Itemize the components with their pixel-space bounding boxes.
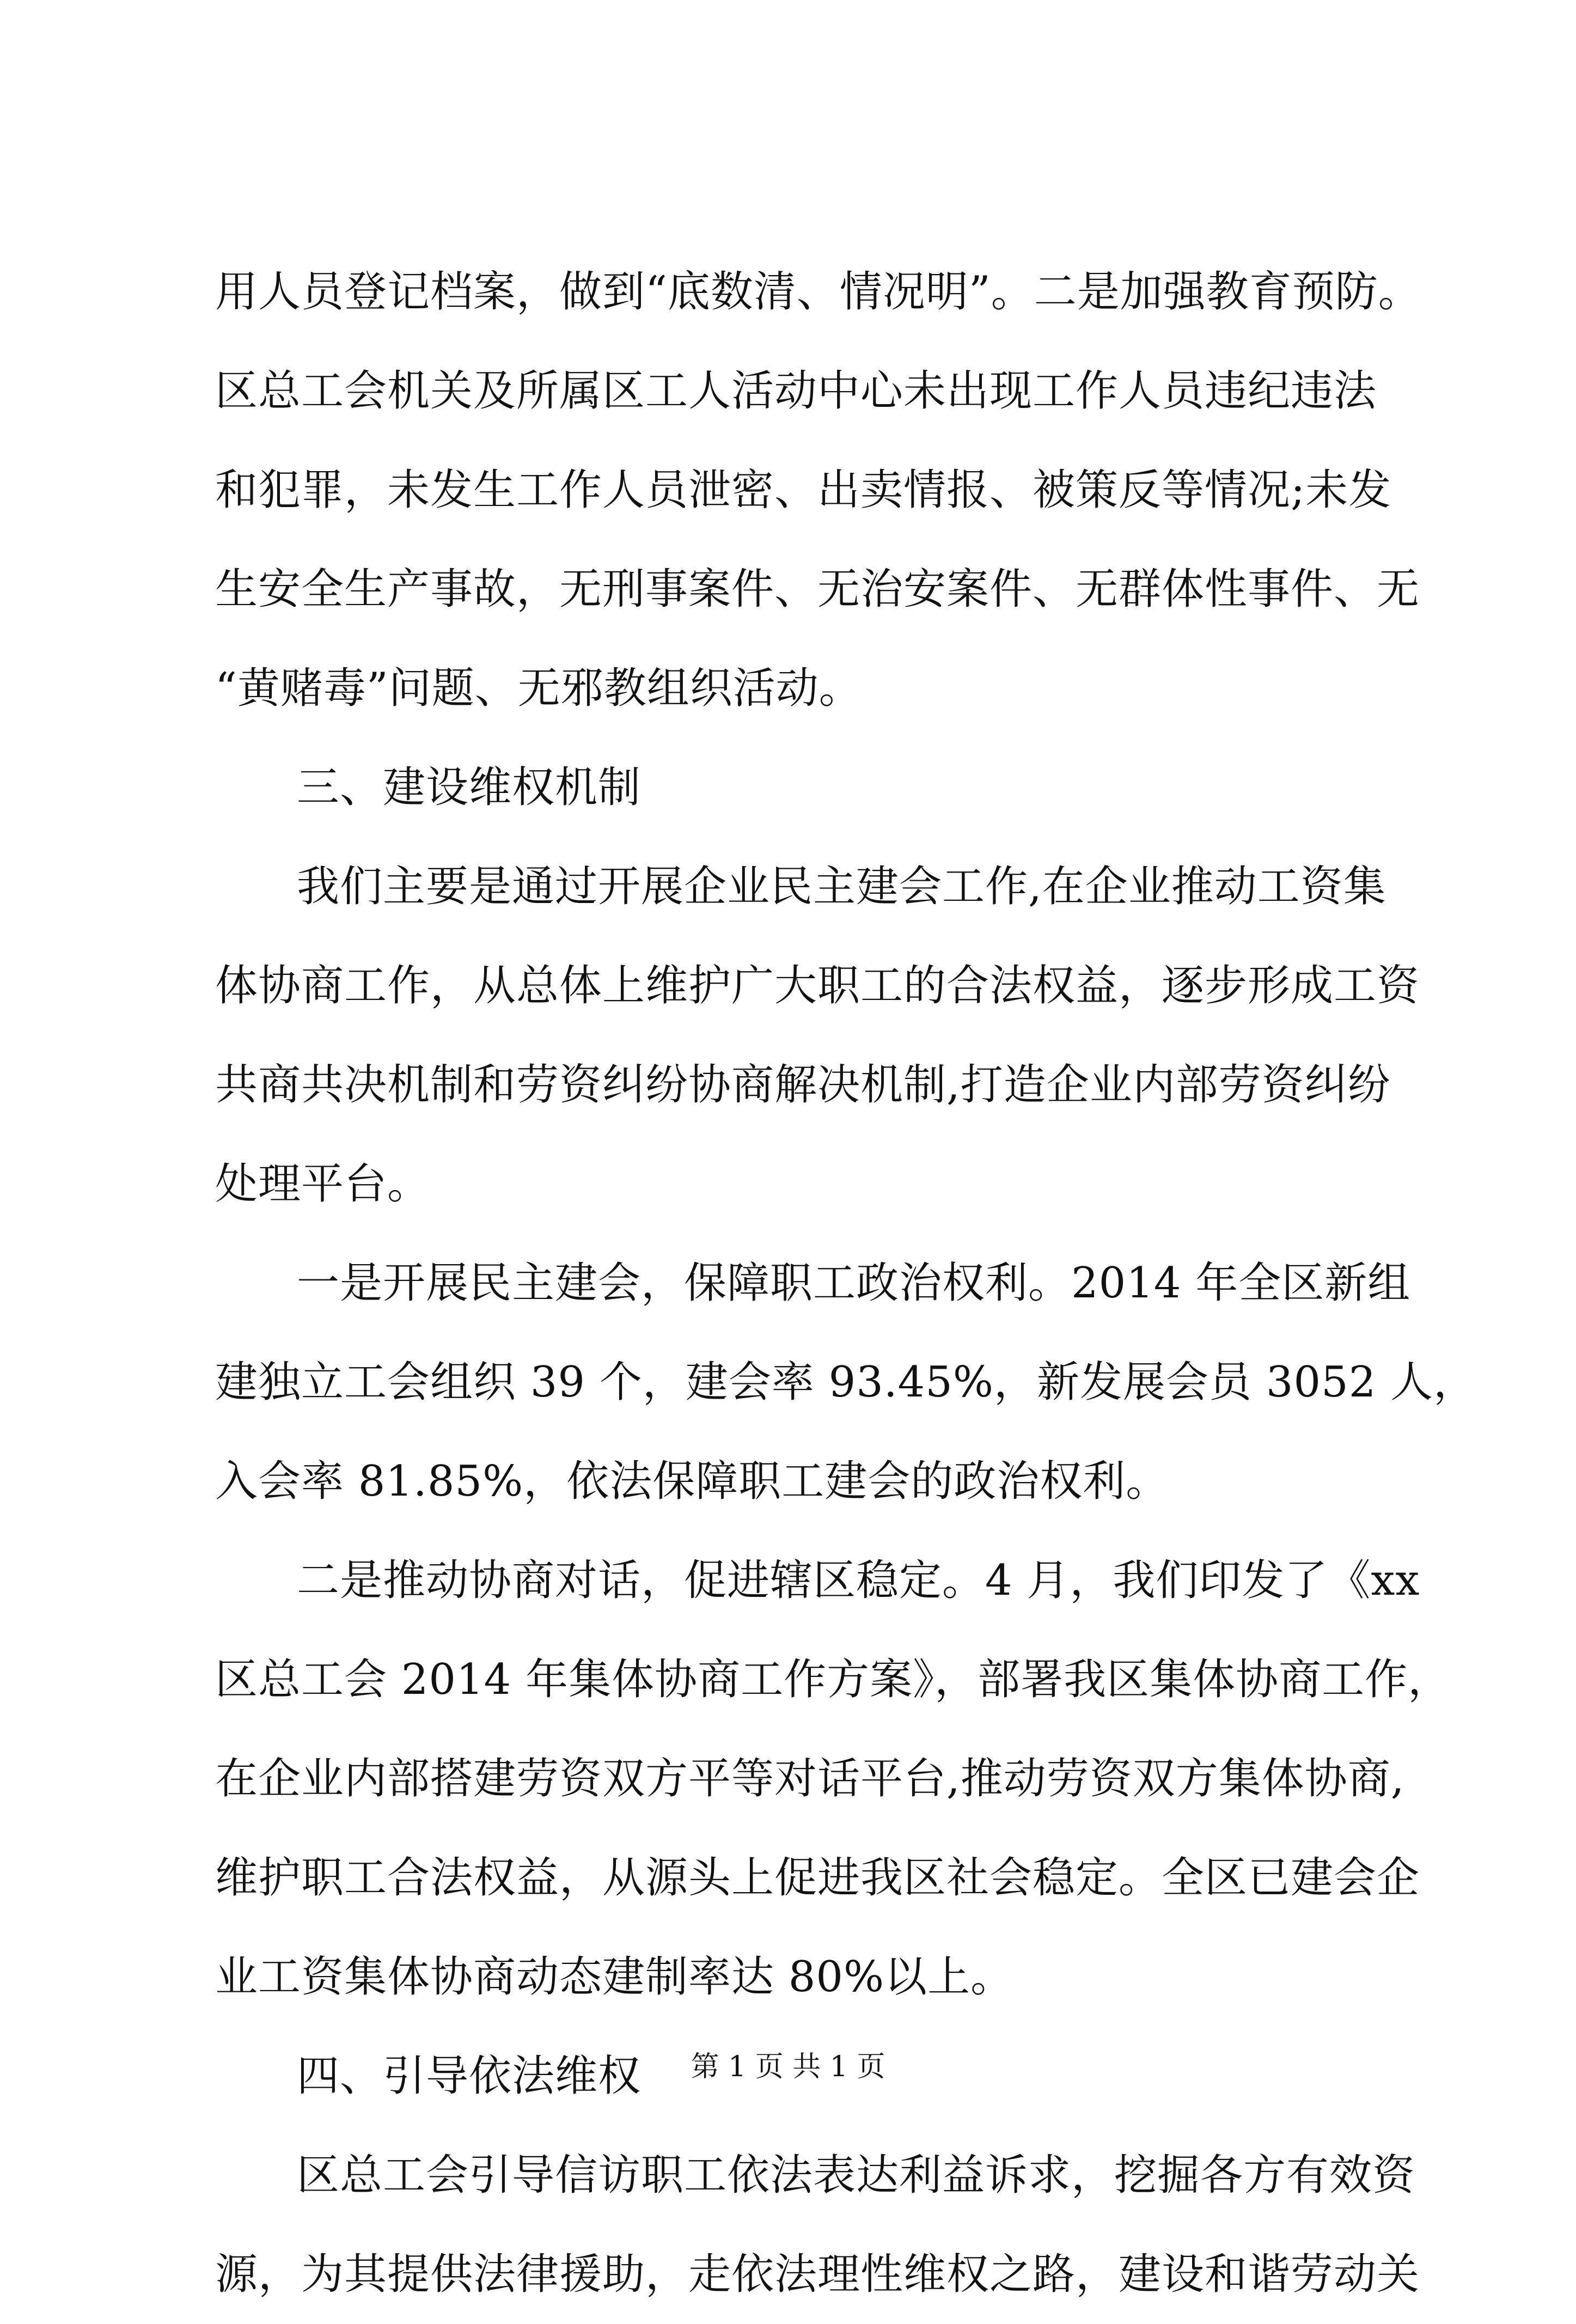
text-line: 二是推动协商对话，促进辖区稳定。4 月，我们印发了《xx: [297, 1556, 1420, 1605]
text-line: 入会率 81.85%，依法保障职工建会的政治权利。: [215, 1457, 1169, 1506]
text-line: 建独立工会组织 39 个，建会率 93.45%，新发展会员 3052 人，: [215, 1358, 1477, 1407]
text-line: 用人员登记档案，做到“底数清、情况明”。二是加强教育预防。: [215, 267, 1421, 316]
text-line: 维护职工合法权益，从源头上促进我区社会稳定。全区已建会企: [215, 1853, 1420, 1902]
text-line: 区总工会 2014 年集体协商工作方案》，部署我区集体协商工作，: [215, 1655, 1451, 1704]
page-footer: [0, 2045, 1576, 2089]
document-body: [215, 242, 1477, 2324]
text-line: 体协商工作，从总体上维护广大职工的合法权益，逐步形成工资: [215, 961, 1420, 1010]
text-line: 区总工会机关及所属区工人活动中心未出现工作人员违纪违法: [215, 367, 1377, 416]
text-line: 区总工会引导信访职工依法表达利益诉求，挖掘各方有效资: [297, 2151, 1416, 2200]
text-line: 我们主要是通过开展企业民主建会工作,在企业推动工资集: [297, 862, 1386, 911]
text-line: 业工资集体协商动态建制率达 80%以上。: [215, 1953, 1014, 2002]
page-number: 第 1 页 共 1 页: [691, 2051, 885, 2083]
text-line: 源，为其提供法律援助，走依法理性维权之路，建设和谐劳动关: [215, 2250, 1420, 2299]
text-line: 一是开展民主建会，保障职工政治权利。2014 年全区新组: [297, 1259, 1411, 1308]
text-line: “黄赌毒”问题、无邪教组织活动。: [215, 664, 862, 713]
text-line: 处理平台。: [215, 1160, 431, 1209]
text-line: 生安全生产事故，无刑事案件、无治安案件、无群体性事件、无: [215, 565, 1420, 614]
section-heading: 四、引导依法维权: [297, 2052, 642, 2101]
text-line: 共商共决机制和劳资纠纷协商解决机制,打造企业内部劳资纠纷: [215, 1060, 1391, 1109]
text-line: 在企业内部搭建劳资双方平等对话平台,推动劳资双方集体协商,: [215, 1754, 1405, 1803]
text-line: 和犯罪，未发生工作人员泄密、出卖情报、被策反等情况;未发: [215, 466, 1392, 515]
section-heading: 三、建设维权机制: [297, 763, 642, 812]
